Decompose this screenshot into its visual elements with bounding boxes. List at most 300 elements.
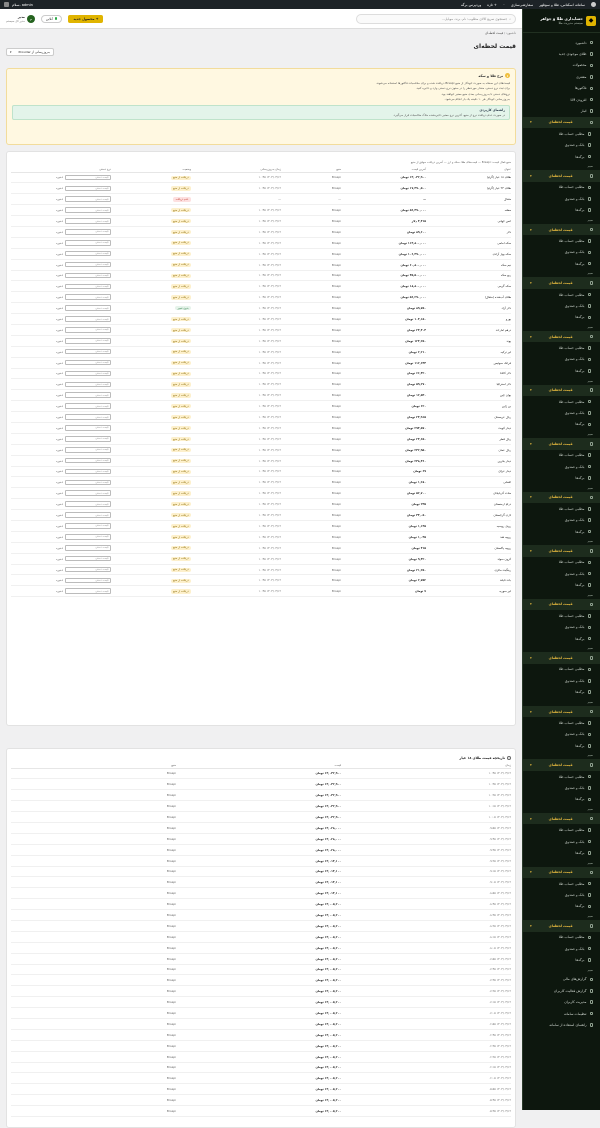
status-badge: دریافت از منبع [171, 589, 191, 593]
manual-rate-input[interactable]: قیمت دستی [65, 284, 111, 290]
sidebar-item[interactable] [523, 170, 600, 181]
rate-name: پوند [426, 335, 511, 346]
rate-source: — [281, 194, 341, 205]
search-icon: ⌕ [509, 16, 511, 21]
rate-name: دینار بحرین [426, 455, 511, 466]
col-header: قیمت [176, 762, 341, 768]
sidebar-item[interactable] [523, 71, 600, 82]
sidebar-item[interactable] [523, 1019, 600, 1030]
sidebar-item[interactable] [523, 717, 600, 728]
sidebar-item[interactable] [523, 151, 600, 162]
manual-rate-input[interactable]: قیمت دستی [65, 251, 111, 257]
rate-time: — [191, 194, 281, 205]
sidebar-item[interactable] [523, 323, 600, 331]
manual-rate-input[interactable]: قیمت دستی [65, 218, 111, 224]
menu-item-icon [588, 197, 592, 201]
sidebar-item[interactable] [523, 889, 600, 900]
sidebar-item[interactable] [523, 289, 600, 300]
manual-rate-input[interactable]: قیمت دستی [65, 567, 111, 573]
save-button[interactable]: ذخیره [56, 415, 63, 420]
sidebar-item[interactable] [523, 461, 600, 472]
col-header: منبع [11, 762, 176, 768]
history-time: ۱۴۰۴/۰۴/۱۲ ۰۸:۵۵ [341, 888, 511, 899]
menu-item-icon [588, 614, 592, 618]
chevron-down-icon: ▾ [530, 709, 532, 714]
sidebar-item-label: سیم [587, 807, 593, 812]
sidebar-item[interactable] [523, 269, 600, 277]
rate-time: ۱۴۰۴/۰۴/۱۲ ۱۰:۴۵ [191, 542, 281, 553]
sidebar-item[interactable] [523, 568, 600, 579]
save-button[interactable]: ذخیره [56, 240, 63, 245]
sidebar-item[interactable] [523, 782, 600, 793]
rate-name: دینار کویت [426, 422, 511, 433]
sidebar-item[interactable] [523, 128, 600, 139]
save-button[interactable]: ذخیره [56, 502, 63, 507]
save-button[interactable]: ذخیره [56, 371, 63, 376]
sidebar-item-label: بانک و صندوق [564, 678, 585, 683]
sidebar-item-label: طلای موجودی جدید [558, 52, 587, 57]
save-button[interactable]: ذخیره [56, 338, 63, 343]
manual-rate-input[interactable]: قیمت دستی [65, 588, 111, 594]
manual-rate-input[interactable]: قیمت دستی [65, 578, 111, 584]
manual-rate-input[interactable]: قیمت دستی [65, 349, 111, 355]
sidebar-item-label: فاکتورها [574, 86, 587, 91]
rate-time: ۱۴۰۴/۰۴/۱۲ ۱۰:۴۵ [191, 422, 281, 433]
manual-rate-cell [11, 510, 111, 521]
save-button[interactable]: ذخیره [56, 273, 63, 278]
rate-source: Brsapi [281, 422, 341, 433]
manual-rate-input[interactable]: قیمت دستی [65, 316, 111, 322]
sidebar-item[interactable] [523, 407, 600, 418]
manual-rate-input[interactable]: قیمت دستی [65, 414, 111, 420]
sidebar-item[interactable] [523, 438, 600, 449]
manual-rate-input[interactable]: قیمت دستی [65, 523, 111, 529]
sidebar-item[interactable] [523, 342, 600, 353]
sidebar-item[interactable] [523, 182, 600, 193]
history-source: Brsapi [11, 975, 176, 986]
save-button[interactable]: ذخیره [56, 556, 63, 561]
admin-bar-item[interactable]: وردپرس برگه [460, 2, 482, 7]
sidebar-item-label: مطلبی حساب طلا [558, 185, 585, 190]
manual-rate-cell [11, 564, 111, 575]
save-button[interactable]: ذخیره [56, 436, 63, 441]
manual-rate-cell [11, 237, 111, 248]
sidebar-item[interactable] [523, 484, 600, 492]
wordpress-icon[interactable] [591, 2, 596, 7]
admin-bar-item[interactable]: سفارشی‌سازی [510, 2, 534, 7]
sidebar-item[interactable] [523, 193, 600, 204]
sidebar-item[interactable] [523, 954, 600, 965]
user-menu[interactable] [6, 15, 35, 23]
sidebar-item[interactable] [523, 277, 600, 288]
rate-name: روپیه پاکستان [426, 542, 511, 553]
history-price: ۱۳,۰۴۲,۹۰۰ تومان [176, 779, 341, 790]
rate-price: ۱۳,۰۴۲,۹۰۰ تومان [341, 172, 426, 183]
sidebar-item[interactable] [523, 622, 600, 633]
sidebar-item[interactable] [523, 472, 600, 483]
manual-rate-input[interactable]: قیمت دستی [65, 447, 111, 453]
rate-price: ۶۹ تومان [341, 466, 426, 477]
sidebar-item-label: قیمت لحظه‌ای [548, 388, 573, 393]
sidebar-item[interactable] [523, 974, 600, 985]
menu-item-icon [590, 603, 594, 607]
new-product-button[interactable]: + محصول جدید [68, 15, 103, 23]
save-button[interactable]: ذخیره [56, 393, 63, 398]
rate-price: ۱,۲۸۰ تومان [341, 477, 426, 488]
manual-rate-input[interactable]: قیمت دستی [65, 175, 111, 181]
guide-line: نرخ‌های دستی تا به‌روزرسانی بعدی منبع معتبر خواهند بود. [440, 91, 510, 96]
sidebar-item[interactable] [523, 805, 600, 813]
history-source: Brsapi [11, 866, 176, 877]
history-source: Brsapi [11, 1106, 176, 1117]
manual-rate-input[interactable]: قیمت دستی [65, 207, 111, 213]
manual-rate-input[interactable]: قیمت دستی [65, 556, 111, 562]
table-row [11, 379, 511, 390]
sidebar-item[interactable] [523, 824, 600, 835]
manual-rate-input[interactable]: قیمت دستی [65, 545, 111, 551]
sidebar-item[interactable] [523, 247, 600, 258]
table-row [11, 390, 511, 401]
sidebar-item[interactable] [523, 813, 600, 824]
manual-rate-input[interactable]: قیمت دستی [65, 425, 111, 431]
save-button[interactable]: ذخیره [56, 295, 63, 300]
breadcrumb-home[interactable]: داشبورد [506, 31, 516, 35]
rate-status-cell [111, 248, 191, 259]
manual-rate-input[interactable]: قیمت دستی [65, 294, 111, 300]
save-button[interactable]: ذخیره [56, 578, 63, 583]
history-price: ۱۳,۰۰۵,۲۰۰ تومان [176, 975, 341, 986]
sidebar-item[interactable] [523, 37, 600, 48]
manual-rate-input[interactable]: قیمت دستی [65, 338, 111, 344]
menu-item-icon [590, 228, 594, 232]
sidebar-item-label: مطلبی حساب طلا [558, 238, 585, 243]
user-avatar: م [27, 15, 35, 23]
sidebar-item[interactable] [523, 698, 600, 706]
manual-rate-input[interactable]: قیمت دستی [65, 262, 111, 268]
sidebar-item[interactable] [523, 365, 600, 376]
sidebar-item[interactable] [523, 204, 600, 215]
sidebar-item[interactable] [523, 687, 600, 698]
sidebar-item[interactable] [523, 216, 600, 224]
sidebar-item-label: سیم [587, 860, 593, 865]
manual-rate-input[interactable]: قیمت دستی [65, 480, 111, 486]
rate-name: ین ژاپن [426, 401, 511, 412]
rate-price: ۶۶,۴۲۰ تومان [341, 368, 426, 379]
save-button[interactable]: ذخیره [56, 229, 63, 234]
manual-rate-input[interactable]: قیمت دستی [65, 490, 111, 496]
sidebar-item[interactable] [523, 354, 600, 365]
sidebar-item[interactable] [523, 162, 600, 170]
sidebar-item[interactable] [523, 331, 600, 342]
save-button[interactable]: ذخیره [56, 534, 63, 539]
sidebar-item[interactable] [523, 878, 600, 889]
history-row [11, 986, 511, 997]
history-time: ۱۴۰۴/۰۴/۱۲ ۰۷:۰۵ [341, 1008, 511, 1019]
sidebar-item[interactable] [523, 492, 600, 503]
menu-item-icon [588, 316, 592, 320]
history-time: ۱۴۰۴/۰۴/۱۲ ۱۰:۴۵ [341, 768, 511, 779]
save-button[interactable]: ذخیره [56, 175, 63, 180]
sidebar-item[interactable] [523, 867, 600, 878]
sidebar-item[interactable] [523, 729, 600, 740]
sidebar-item[interactable] [523, 932, 600, 943]
manual-rate-input[interactable]: قیمت دستی [65, 403, 111, 409]
menu-item-icon [588, 668, 592, 672]
table-row [11, 553, 511, 564]
sidebar-item[interactable] [523, 60, 600, 71]
sidebar-item-label: گزارش فعالیت کاربران [553, 988, 587, 993]
save-button[interactable]: ذخیره [56, 567, 63, 572]
sidebar-item[interactable] [523, 419, 600, 430]
save-button[interactable]: ذخیره [56, 306, 63, 311]
sidebar-item[interactable] [523, 224, 600, 235]
rate-name: لاری گرجستان [426, 510, 511, 521]
rate-status-cell [111, 488, 191, 499]
rate-source: Brsapi [281, 314, 341, 325]
admin-bar-item[interactable]: + تازه [487, 2, 497, 7]
manual-rate-cell [11, 183, 111, 194]
sidebar-item[interactable] [523, 847, 600, 858]
save-button[interactable]: ذخیره [56, 523, 63, 528]
history-table [11, 762, 511, 1117]
history-price: ۱۳,۰۲۸,۰۰۰ تومان [176, 822, 341, 833]
rate-name: روبل روسیه [426, 521, 511, 532]
sidebar-item[interactable] [523, 859, 600, 867]
sidebar-item[interactable] [523, 794, 600, 805]
sidebar-item[interactable] [523, 912, 600, 920]
rate-status-cell [111, 379, 191, 390]
save-button[interactable]: ذخیره [56, 349, 63, 354]
rate-time: ۱۴۰۴/۰۴/۱۲ ۱۰:۴۵ [191, 586, 281, 597]
status-toggle[interactable]: آنلاین [41, 15, 63, 23]
sidebar-item[interactable] [523, 644, 600, 652]
manual-rate-input[interactable]: قیمت دستی [65, 371, 111, 377]
search-input[interactable] [356, 14, 516, 24]
sidebar-item[interactable] [523, 450, 600, 461]
sidebar-item[interactable] [523, 312, 600, 323]
rate-time: ۱۴۰۴/۰۴/۱۲ ۱۰:۴۵ [191, 346, 281, 357]
save-button[interactable]: ذخیره [56, 513, 63, 518]
sidebar-item-label: بانک و صندوق [564, 732, 585, 737]
sidebar-item[interactable] [523, 94, 600, 105]
rate-time: ۱۴۰۴/۰۴/۱۲ ۱۰:۴۵ [191, 466, 281, 477]
save-button[interactable]: ذخیره [56, 480, 63, 485]
rate-price: ۶۲۰ تومان [341, 401, 426, 412]
sidebar-item[interactable] [523, 545, 600, 556]
sidebar-item[interactable] [523, 740, 600, 751]
rate-source: Brsapi [281, 216, 341, 227]
manual-rate-input[interactable]: قیمت دستی [65, 196, 111, 202]
save-button[interactable]: ذخیره [56, 197, 63, 202]
sidebar-item[interactable] [523, 579, 600, 590]
col-header: منبع [281, 166, 341, 172]
save-button[interactable]: ذخیره [56, 589, 63, 594]
sidebar-item[interactable] [523, 997, 600, 1008]
sidebar-item[interactable] [523, 1008, 600, 1019]
admin-bar-item[interactable]: ۰ [502, 2, 505, 7]
rate-status-cell [111, 586, 191, 597]
history-price: ۱۳,۰۴۲,۹۰۰ تومان [176, 812, 341, 823]
save-button[interactable]: ذخیره [56, 545, 63, 550]
history-price: ۱۳,۰۰۵,۲۰۰ تومان [176, 953, 341, 964]
manual-rate-input[interactable]: قیمت دستی [65, 469, 111, 475]
sidebar-item[interactable] [523, 105, 600, 116]
rate-name: ربع سکه [426, 270, 511, 281]
rate-time: ۱۴۰۴/۰۴/۱۲ ۱۰:۴۵ [191, 477, 281, 488]
sidebar-item[interactable] [523, 901, 600, 912]
sidebar-item[interactable] [523, 48, 600, 59]
sidebar-item[interactable] [523, 377, 600, 385]
admin-bar-account[interactable]: سلام، admin [4, 2, 33, 7]
sidebar-item[interactable] [523, 920, 600, 931]
sidebar-item[interactable] [523, 430, 600, 438]
sidebar-menu [523, 33, 600, 1031]
manual-rate-input[interactable]: قیمت دستی [65, 392, 111, 398]
sidebar-item-label: بانک و صندوق [564, 839, 585, 844]
manual-rate-input[interactable]: قیمت دستی [65, 382, 111, 388]
save-button[interactable]: ذخیره [56, 186, 63, 191]
save-button[interactable]: ذخیره [56, 208, 63, 213]
save-button[interactable]: ذخیره [56, 458, 63, 463]
admin-bar-site[interactable]: سامانه اسکناس، طلا و سوتلهر [539, 2, 585, 7]
manual-rate-input[interactable]: قیمت دستی [65, 273, 111, 279]
provider-select[interactable]: به‌روزرسانی از Provider ▾ [6, 48, 54, 56]
sidebar-item[interactable] [523, 396, 600, 407]
sidebar-item-label: قیمت لحظه‌ای [548, 816, 573, 821]
sidebar-item[interactable] [523, 836, 600, 847]
sidebar-item-label: سیم [587, 378, 593, 383]
save-button[interactable]: ذخیره [56, 262, 63, 267]
sidebar-item[interactable] [523, 300, 600, 311]
save-button[interactable]: ذخیره [56, 251, 63, 256]
history-time: ۱۴۰۴/۰۴/۱۲ ۱۰:۲۵ [341, 790, 511, 801]
history-source: Brsapi [11, 768, 176, 779]
sidebar-item[interactable] [523, 117, 600, 128]
sidebar-item[interactable] [523, 514, 600, 525]
rate-source: Brsapi [281, 499, 341, 510]
sidebar-item[interactable] [523, 751, 600, 759]
save-button[interactable]: ذخیره [56, 404, 63, 409]
sidebar-item-label: مطلبی حساب طلا [558, 346, 585, 351]
rate-time: ۱۴۰۴/۰۴/۱۲ ۱۰:۴۵ [191, 499, 281, 510]
manual-rate-input[interactable]: قیمت دستی [65, 534, 111, 540]
save-button[interactable]: ذخیره [56, 219, 63, 223]
sidebar-item[interactable] [523, 610, 600, 621]
sidebar-item[interactable] [523, 140, 600, 151]
menu-item-icon [590, 98, 594, 102]
manual-rate-cell [11, 205, 111, 216]
manual-rate-input[interactable]: قیمت دستی [65, 305, 111, 311]
info-icon: i [506, 73, 509, 78]
manual-rate-input[interactable]: قیمت دستی [65, 501, 111, 507]
save-button[interactable]: ذخیره [56, 327, 63, 332]
save-button[interactable]: ذخیره [56, 425, 63, 430]
save-button[interactable]: ذخیره [56, 447, 63, 452]
sidebar-item[interactable] [523, 633, 600, 644]
sidebar-item[interactable] [523, 385, 600, 396]
menu-item-icon [590, 41, 594, 45]
sidebar-item-label: مطلبی حساب طلا [558, 399, 585, 404]
sidebar-item[interactable] [523, 599, 600, 610]
sidebar-item-label: راهنمای استفاده از سامانه [549, 1022, 587, 1027]
table-row [11, 564, 511, 575]
rate-name: نیم سکه [426, 259, 511, 270]
save-button[interactable]: ذخیره [56, 469, 63, 474]
save-button[interactable]: ذخیره [56, 382, 63, 387]
sidebar-item[interactable] [523, 771, 600, 782]
sidebar-item[interactable] [523, 235, 600, 246]
sidebar-item-label: قیمت لحظه‌ای [548, 763, 573, 768]
col-header: وضعیت [111, 166, 191, 172]
sidebar-item[interactable] [523, 943, 600, 954]
menu-item-icon [590, 1012, 594, 1016]
rate-status-cell [111, 412, 191, 423]
sidebar-item-label: برگه‌ها [575, 529, 585, 534]
sidebar-brand[interactable] [523, 9, 600, 33]
sidebar-item[interactable] [523, 985, 600, 996]
menu-item-icon [588, 851, 592, 855]
manual-rate-input[interactable]: قیمت دستی [65, 360, 111, 366]
sidebar-item[interactable] [523, 675, 600, 686]
manual-rate-cell [11, 586, 111, 597]
sidebar-item[interactable] [523, 83, 600, 94]
manual-rate-input[interactable]: قیمت دستی [65, 436, 111, 442]
save-button[interactable]: ذخیره [56, 360, 63, 365]
sidebar-item[interactable] [523, 706, 600, 717]
sidebar-item[interactable] [523, 526, 600, 537]
sidebar-item[interactable] [523, 557, 600, 568]
page-title: قیمت لحظه‌ای [473, 43, 516, 50]
sidebar-item[interactable] [523, 537, 600, 545]
manual-rate-input[interactable]: قیمت دستی [65, 327, 111, 333]
sidebar-item[interactable] [523, 664, 600, 675]
manual-rate-cell [11, 270, 111, 281]
sidebar-item-label: سیم [587, 324, 593, 329]
save-button[interactable]: ذخیره [56, 491, 63, 496]
rate-name: دلار [426, 226, 511, 237]
sidebar-item[interactable] [523, 759, 600, 770]
table-row [11, 531, 511, 542]
sidebar-item[interactable] [523, 503, 600, 514]
menu-item-icon [590, 174, 594, 178]
menu-item-icon [588, 358, 592, 362]
save-button[interactable]: ذخیره [56, 284, 63, 289]
sidebar-item[interactable] [523, 258, 600, 269]
sidebar-item[interactable] [523, 966, 600, 974]
manual-rate-input[interactable]: قیمت دستی [65, 240, 111, 246]
sidebar-item[interactable] [523, 591, 600, 599]
menu-item-icon [588, 893, 592, 897]
menu-item-icon [590, 281, 594, 285]
manual-rate-input[interactable]: قیمت دستی [65, 186, 111, 192]
rate-time: ۱۴۰۴/۰۴/۱۲ ۱۰:۴۵ [191, 314, 281, 325]
sidebar-item-label: قیمت لحظه‌ای [548, 441, 573, 446]
manual-rate-input[interactable]: قیمت دستی [65, 229, 111, 235]
menu-item-icon [590, 656, 594, 660]
rate-price: ۳,۳۱۵ دلار [341, 216, 426, 227]
table-row [11, 216, 511, 227]
history-row [11, 953, 511, 964]
sidebar-item-label: برگه‌ها [575, 636, 585, 641]
rate-price: ۳۵,۵۰۰,۰۰۰ تومان [341, 270, 426, 281]
sidebar-item[interactable] [523, 652, 600, 663]
history-source: Brsapi [11, 1084, 176, 1095]
manual-rate-input[interactable]: قیمت دستی [65, 512, 111, 518]
manual-rate-input[interactable]: قیمت دستی [65, 458, 111, 464]
table-row [11, 194, 511, 205]
save-button[interactable]: ذخیره [56, 317, 63, 322]
history-source: Brsapi [11, 877, 176, 888]
